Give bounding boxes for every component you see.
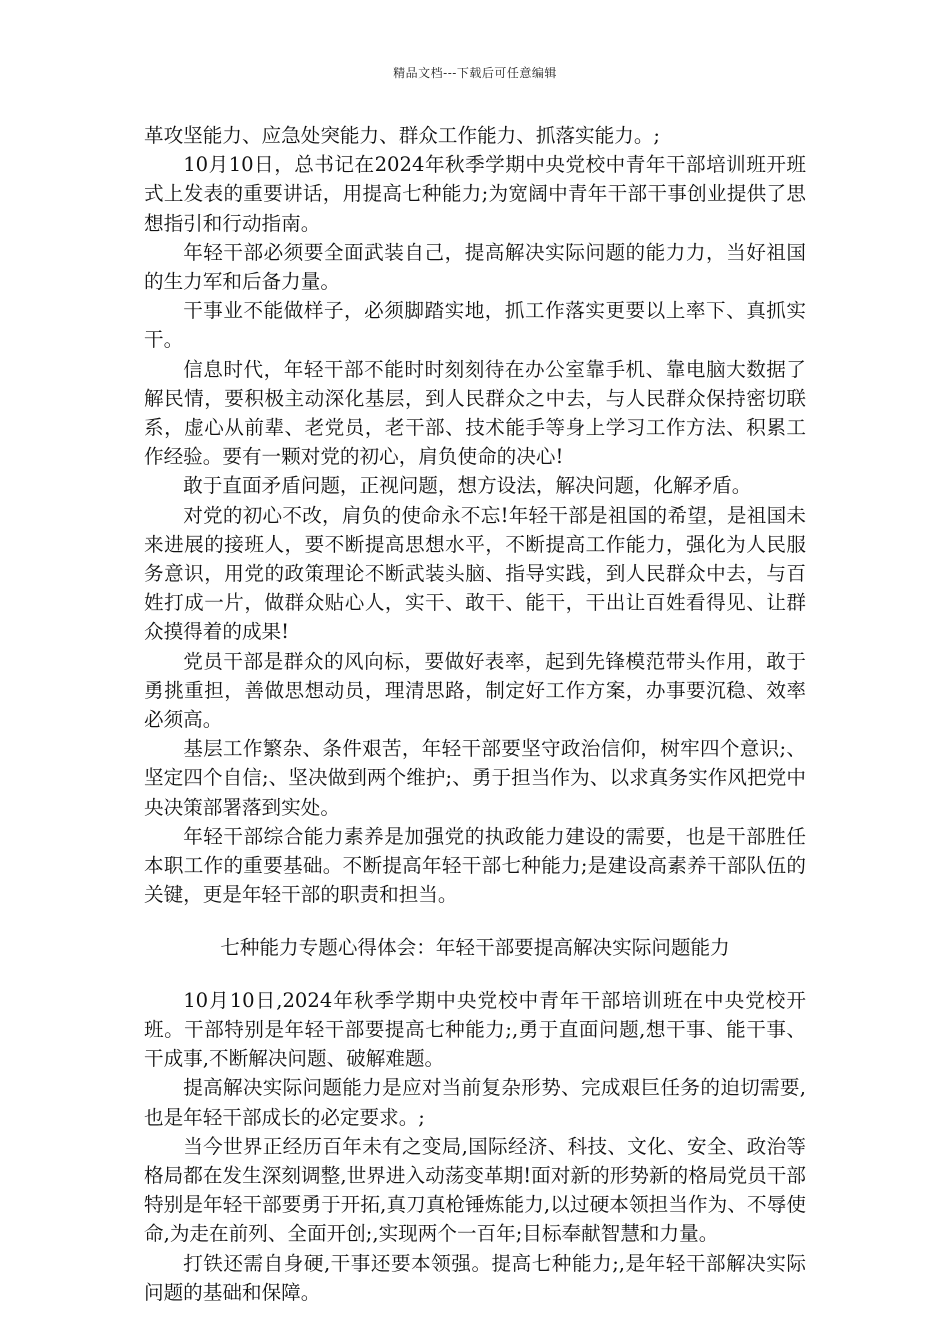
paragraph: 基层工作繁杂、条件艰苦，年轻干部要坚守政治信仰，树牢四个意识;、坚定四个自信;、坚决做到两个维护;、勇于担当作为、以求真务实作风把党中央决策部署落到实处。 — [144, 737, 806, 819]
paragraph: 打铁还需自身硬,干事还要本领强。提高七种能力;,是年轻干部解决实际问题的基础和保障。 — [144, 1251, 806, 1304]
paragraph: 当今世界正经历百年未有之变局,国际经济、科技、文化、安全、政治等格局都在发生深刻调整,世界进入动荡变革期!面对新的形势新的格局党员干部特别是年轻干部要勇于开拓,真刀真枪锤炼能力,以过硬本领担当作为、不辱使命,为走在前列、全面开创;,实现两个一百年;目标奉献智慧和力量。 — [144, 1134, 806, 1246]
paragraph: 党员干部是群众的风向标，要做好表率，起到先锋模范带头作用，敢于勇挑重担，善做思想动员，理清思路，制定好工作方案，办事要沉稳、效率必须高。 — [144, 649, 806, 732]
paragraph: 年轻干部综合能力素养是加强党的执政能力建设的需要，也是干部胜任本职工作的重要基础。不断提高年轻干部七种能力;是建设高素养干部队伍的关键，更是年轻干部的职责和担当。 — [144, 824, 806, 907]
paragraph: 年轻干部必须要全面武装自己，提高解决实际问题的能力力，当好祖国的生力军和后备力量。 — [144, 240, 806, 294]
paragraph: 对党的初心不改，肩负的使命永不忘!年轻干部是祖国的希望，是祖国未来进展的接班人，要不断提高思想水平，不断提高工作能力，强化为人民服务意识，用党的政策理论不断武装头脑、指导实践，到人民群众中去，与百姓打成一片，做群众贴心人，实干、敢干、能干，干出让百姓看得见、让群众摸得着的成果! — [144, 503, 806, 644]
paragraph: 10月10日，总书记在2024年秋季学期中央党校中青年干部培训班开班式上发表的重要讲话，用提高七种能力;为宽阔中青年干部干事创业提供了思想指引和行动指南。 — [144, 153, 806, 235]
paragraph: 10月10日,2024年秋季学期中央党校中青年干部培训班在中央党校开班。干部特别是年轻干部要提高七种能力;,勇于直面问题,想干事、能干事、干成事,不断解决问题、破解难题。 — [144, 988, 806, 1071]
paragraph: 提高解决实际问题能力是应对当前复杂形势、完成艰巨任务的迫切需要,也是年轻干部成长的必定要求。; — [144, 1076, 806, 1129]
paragraph: 革攻坚能力、应急处突能力、群众工作能力、抓落实能力。; — [144, 124, 661, 147]
paragraph: 干事业不能做样子，必须脚踏实地，抓工作落实更要以上率下、真抓实干。 — [144, 299, 806, 352]
section-title: 七种能力专题心得体会：年轻干部要提高解决实际问题能力 — [220, 936, 730, 960]
paragraph: 信息时代，年轻干部不能时时刻刻待在办公室靠手机、靠电脑大数据了解民情，要积极主动深化基层，到人民群众之中去，与人民群众保持密切联系，虚心从前辈、老党员，老干部、技术能手等身上学习工作方法、积累工作经验。要有一颗对党的初心，肩负使命的决心! — [144, 357, 806, 469]
page-header: 精品文档---下载后可任意编辑 — [393, 66, 557, 80]
document-body — [144, 121, 806, 1307]
paragraph: 敢于直面矛盾问题，正视问题，想方设法，解决问题，化解矛盾。 — [183, 474, 752, 498]
